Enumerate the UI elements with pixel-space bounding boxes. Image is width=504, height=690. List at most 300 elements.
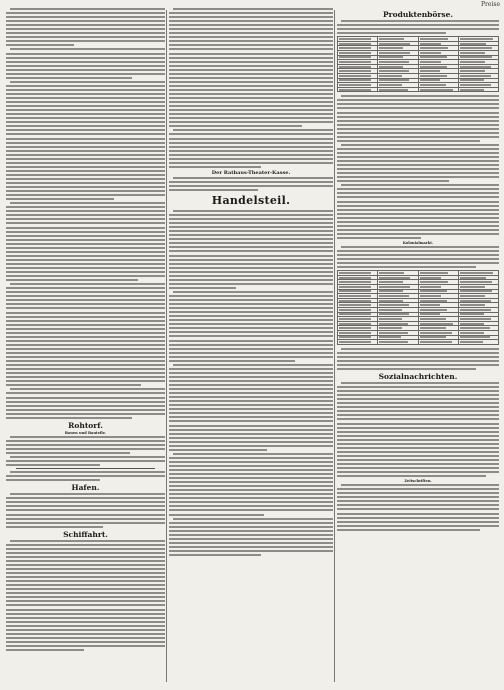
- text-line: [6, 452, 130, 454]
- text-line: [339, 286, 371, 288]
- text-line: [169, 162, 333, 164]
- text-line: [6, 210, 165, 212]
- text-line: [10, 388, 165, 390]
- text-line: [169, 469, 333, 471]
- text-line: [379, 70, 409, 72]
- page-header: Preise: [480, 1, 500, 8]
- text-line: [169, 150, 333, 152]
- text-line: [169, 404, 333, 406]
- text-line: [379, 341, 407, 343]
- text-line: [169, 40, 333, 42]
- text-line: [6, 526, 103, 528]
- text-line: [169, 255, 333, 257]
- text-line: [6, 588, 165, 590]
- text-line: [6, 518, 165, 520]
- text-line: [6, 497, 165, 499]
- text-line: [339, 79, 371, 81]
- text-line: [460, 281, 492, 283]
- table-cell: [338, 87, 378, 92]
- text-line: [337, 136, 499, 138]
- text-line: [337, 148, 499, 150]
- text-line: [6, 133, 165, 135]
- text-line: [169, 57, 333, 59]
- text-line: [169, 526, 333, 528]
- text-line: [169, 384, 333, 386]
- text-line: [460, 52, 486, 54]
- text-line: [337, 423, 499, 425]
- text-line: [460, 304, 485, 306]
- price-table: [337, 36, 499, 92]
- text-line: [6, 105, 165, 107]
- text-line: [420, 79, 440, 81]
- text-paragraph: [6, 283, 165, 386]
- text-line: [6, 514, 165, 516]
- text-line: [337, 504, 499, 506]
- text-line: [339, 70, 371, 72]
- text-line: [337, 492, 499, 494]
- text-line: [6, 621, 165, 623]
- text-line: [420, 295, 441, 297]
- text-line: [337, 356, 499, 358]
- text-line: [337, 172, 499, 174]
- text-paragraph: [169, 291, 333, 362]
- text-line: [169, 61, 333, 63]
- text-line: [169, 12, 333, 14]
- text-line: [6, 560, 165, 562]
- text-line: [460, 327, 491, 329]
- text-line: [337, 205, 499, 207]
- text-line: [6, 328, 165, 330]
- text-paragraph: [337, 246, 499, 268]
- text-line: [337, 513, 499, 515]
- text-line: [6, 600, 165, 602]
- text-line: [341, 20, 499, 22]
- text-line: [420, 309, 447, 311]
- text-line: [460, 38, 493, 40]
- text-line: [6, 162, 165, 164]
- text-line: [460, 286, 486, 288]
- text-line: [420, 304, 441, 306]
- text-line: [420, 313, 440, 315]
- text-line: [169, 20, 333, 22]
- text-line: [6, 198, 114, 200]
- text-line: [6, 372, 165, 374]
- text-line: [379, 38, 404, 40]
- text-line: [6, 121, 165, 123]
- text-line: [6, 336, 165, 338]
- text-line: [379, 323, 408, 325]
- text-line: [6, 146, 165, 148]
- text-line: [6, 501, 165, 503]
- text-line: [6, 154, 165, 156]
- text-line: [169, 73, 333, 75]
- text-line: [6, 222, 165, 224]
- text-line: [6, 352, 165, 354]
- text-line: [337, 394, 499, 396]
- column-2: [169, 8, 333, 684]
- text-line: [337, 107, 499, 109]
- text-line: [6, 460, 165, 462]
- text-line: [169, 250, 333, 252]
- text-line: [6, 214, 165, 216]
- text-line: [337, 120, 499, 122]
- text-line: [6, 584, 165, 586]
- text-line: [169, 105, 333, 107]
- text-line: [420, 84, 447, 86]
- text-line: [169, 534, 333, 536]
- text-line: [6, 109, 165, 111]
- text-line: [337, 475, 486, 477]
- text-line: [420, 336, 446, 338]
- text-line: [169, 146, 333, 148]
- text-line: [6, 405, 165, 407]
- text-line: [169, 388, 333, 390]
- text-line: [6, 138, 165, 140]
- text-line: [6, 299, 165, 301]
- section-heading: Sozialnachrichten.: [378, 372, 458, 382]
- text-line: [169, 263, 333, 265]
- text-line: [169, 376, 333, 378]
- text-line: [173, 453, 333, 455]
- text-line: [169, 416, 333, 418]
- text-line: [169, 287, 236, 289]
- text-line: [379, 277, 410, 279]
- text-line: [337, 521, 499, 523]
- text-line: [337, 451, 499, 453]
- text-line: [6, 316, 165, 318]
- text-line: [6, 564, 165, 566]
- text-line: [339, 43, 371, 45]
- text-line: [6, 592, 165, 594]
- text-line: [169, 181, 333, 183]
- text-line: [169, 81, 333, 83]
- text-line: [169, 214, 333, 216]
- text-line: [169, 242, 333, 244]
- text-line: [337, 201, 499, 203]
- text-line: [6, 16, 165, 18]
- text-line: [6, 255, 165, 257]
- text-line: [169, 101, 333, 103]
- text-line: [6, 444, 165, 446]
- text-line: [460, 47, 492, 49]
- text-line: [169, 109, 333, 111]
- text-line: [460, 290, 492, 292]
- table-cell: [458, 87, 498, 92]
- text-line: [6, 368, 165, 370]
- text-line: [173, 210, 333, 212]
- table-row: [338, 340, 499, 345]
- text-line: [379, 300, 402, 302]
- text-line: [169, 392, 333, 394]
- text-line: [341, 348, 499, 350]
- text-line: [337, 455, 499, 457]
- text-line: [169, 372, 333, 374]
- text-line: [169, 65, 333, 67]
- text-line: [6, 170, 165, 172]
- text-line: [337, 368, 476, 370]
- text-line: [6, 113, 165, 115]
- text-paragraph: [6, 471, 165, 481]
- text-paragraph: [169, 210, 333, 289]
- text-line: [339, 277, 371, 279]
- text-paragraph: [337, 144, 499, 182]
- text-line: [337, 352, 499, 354]
- text-line: [6, 65, 165, 67]
- text-paragraph: [6, 202, 165, 281]
- text-line: [169, 267, 333, 269]
- text-line: [341, 382, 499, 384]
- text-line: [6, 344, 165, 346]
- text-line: [169, 319, 333, 321]
- text-line: [169, 323, 333, 325]
- text-paragraph: [337, 348, 499, 370]
- text-line: [379, 332, 408, 334]
- text-line: [169, 437, 333, 439]
- text-line: [339, 323, 371, 325]
- text-line: [379, 290, 403, 292]
- text-line: [339, 309, 371, 311]
- text-line: [6, 85, 165, 87]
- text-line: [6, 178, 165, 180]
- text-line: [339, 304, 371, 306]
- column-1: [6, 8, 165, 684]
- text-line: [6, 24, 165, 26]
- text-line: [169, 477, 333, 479]
- text-line: [379, 52, 410, 54]
- text-line: [6, 235, 165, 237]
- text-line: [6, 544, 165, 546]
- text-paragraph: [6, 493, 165, 527]
- text-line: [10, 8, 165, 10]
- text-line: [6, 625, 165, 627]
- table-row: [338, 87, 499, 92]
- text-line: [6, 364, 165, 366]
- text-line: [169, 368, 333, 370]
- text-line: [460, 61, 485, 63]
- text-line: [339, 47, 371, 49]
- text-line: [379, 295, 409, 297]
- text-line: [6, 440, 165, 442]
- text-line: [420, 300, 448, 302]
- text-line: [6, 604, 165, 606]
- text-line: [6, 637, 165, 639]
- text-line: [337, 112, 499, 114]
- table-cell: [418, 87, 458, 92]
- text-line: [169, 234, 333, 236]
- text-line: [6, 20, 165, 22]
- text-line: [6, 53, 165, 55]
- text-line: [420, 61, 441, 63]
- text-paragraph: [337, 95, 499, 142]
- text-line: [337, 496, 499, 498]
- text-line: [169, 77, 333, 79]
- text-line: [379, 318, 402, 320]
- text-line: [6, 629, 165, 631]
- text-line: [420, 272, 449, 274]
- text-line: [169, 271, 333, 273]
- text-line: [6, 40, 165, 42]
- table-cell: [418, 340, 458, 345]
- text-line: [420, 332, 453, 334]
- text-line: [337, 467, 499, 469]
- text-line: [341, 184, 499, 186]
- text-line: [169, 412, 333, 414]
- text-paragraph: [169, 518, 333, 556]
- text-line: [339, 38, 371, 40]
- text-line: [379, 75, 402, 77]
- text-line: [169, 485, 333, 487]
- text-line: [6, 279, 138, 281]
- text-line: [337, 443, 499, 445]
- text-line: [379, 47, 403, 49]
- text-line: [6, 227, 165, 229]
- text-line: [379, 313, 408, 315]
- text-line: [337, 116, 499, 118]
- text-line: [6, 77, 132, 79]
- text-line: [6, 576, 165, 578]
- text-line: [169, 117, 333, 119]
- sub-heading: Zeitschriften.: [404, 479, 432, 484]
- text-line: [379, 286, 410, 288]
- text-line: [6, 307, 165, 309]
- text-line: [6, 617, 165, 619]
- text-paragraph: [337, 382, 499, 477]
- text-line: [169, 433, 333, 435]
- text-line: [337, 28, 499, 30]
- text-line: [169, 441, 333, 443]
- text-line: [6, 609, 165, 611]
- text-line: [6, 117, 165, 119]
- text-line: [339, 300, 371, 302]
- text-line: [339, 327, 371, 329]
- section-heading: Handelsteil.: [211, 194, 291, 208]
- text-line: [169, 461, 333, 463]
- text-line: [169, 501, 333, 503]
- text-paragraph: [169, 129, 333, 167]
- text-line: [169, 16, 333, 18]
- text-line: [6, 271, 165, 273]
- text-line: [6, 633, 165, 635]
- text-line: [337, 217, 499, 219]
- text-line: [169, 53, 333, 55]
- text-paragraph: [169, 177, 333, 191]
- text-line: [6, 417, 132, 419]
- text-line: [169, 138, 333, 140]
- text-line: [169, 344, 333, 346]
- text-line: [420, 75, 447, 77]
- text-line: [337, 233, 499, 235]
- text-line: [169, 445, 333, 447]
- text-line: [6, 475, 165, 477]
- text-line: [6, 320, 165, 322]
- text-line: [341, 95, 499, 97]
- text-line: [420, 341, 452, 343]
- text-line: [169, 185, 333, 187]
- text-line: [173, 518, 333, 520]
- text-line: [420, 66, 448, 68]
- text-paragraph: [169, 8, 333, 127]
- text-line: [169, 133, 333, 135]
- text-line: [169, 449, 267, 451]
- text-line: [169, 218, 333, 220]
- text-line: [169, 121, 333, 123]
- text-line: [337, 124, 499, 126]
- column-divider: [334, 10, 335, 682]
- text-line: [341, 144, 499, 146]
- text-line: [169, 307, 333, 309]
- text-line: [169, 93, 333, 95]
- text-line: [337, 508, 499, 510]
- text-line: [337, 459, 499, 461]
- text-line: [420, 286, 442, 288]
- text-paragraph: [6, 48, 165, 78]
- text-line: [6, 376, 165, 378]
- text-line: [169, 226, 333, 228]
- text-line: [6, 186, 165, 188]
- text-line: [337, 250, 499, 252]
- text-line: [420, 323, 453, 325]
- text-line: [10, 456, 165, 458]
- text-line: [6, 182, 165, 184]
- text-line: [339, 89, 371, 91]
- text-line: [6, 413, 165, 415]
- text-line: [6, 12, 165, 14]
- text-line: [337, 24, 499, 26]
- section-heading: Der Rathaus-Theater-Kasse.: [211, 169, 291, 176]
- text-line: [337, 180, 449, 182]
- text-line: [169, 380, 333, 382]
- text-line: [460, 309, 491, 311]
- text-line: [420, 43, 442, 45]
- text-line: [6, 568, 165, 570]
- text-line: [6, 548, 165, 550]
- text-line: [169, 542, 333, 544]
- text-line: [169, 493, 333, 495]
- text-line: [460, 56, 492, 58]
- text-line: [337, 500, 499, 502]
- text-line: [6, 73, 165, 75]
- text-line: [6, 44, 74, 46]
- table-cell: [338, 340, 378, 345]
- text-line: [420, 56, 448, 58]
- text-line: [460, 277, 486, 279]
- section-heading: Hafen.: [71, 483, 100, 493]
- text-line: [6, 409, 165, 411]
- table-cell: [378, 340, 418, 345]
- text-line: [420, 47, 448, 49]
- text-line: [10, 493, 165, 495]
- text-line: [10, 81, 165, 83]
- text-line: [337, 406, 499, 408]
- text-line: [337, 447, 499, 449]
- text-line: [169, 311, 333, 313]
- text-line: [6, 174, 165, 176]
- text-line: [6, 142, 165, 144]
- text-line: [339, 272, 371, 274]
- text-line: [169, 429, 333, 431]
- text-line: [169, 154, 333, 156]
- text-line: [341, 246, 499, 248]
- text-line: [10, 436, 165, 438]
- text-line: [6, 101, 165, 103]
- text-line: [169, 538, 333, 540]
- text-line: [420, 327, 446, 329]
- text-line: [6, 641, 165, 643]
- text-line: [6, 303, 165, 305]
- text-line: [6, 340, 165, 342]
- text-line: [6, 397, 165, 399]
- text-line: [169, 465, 333, 467]
